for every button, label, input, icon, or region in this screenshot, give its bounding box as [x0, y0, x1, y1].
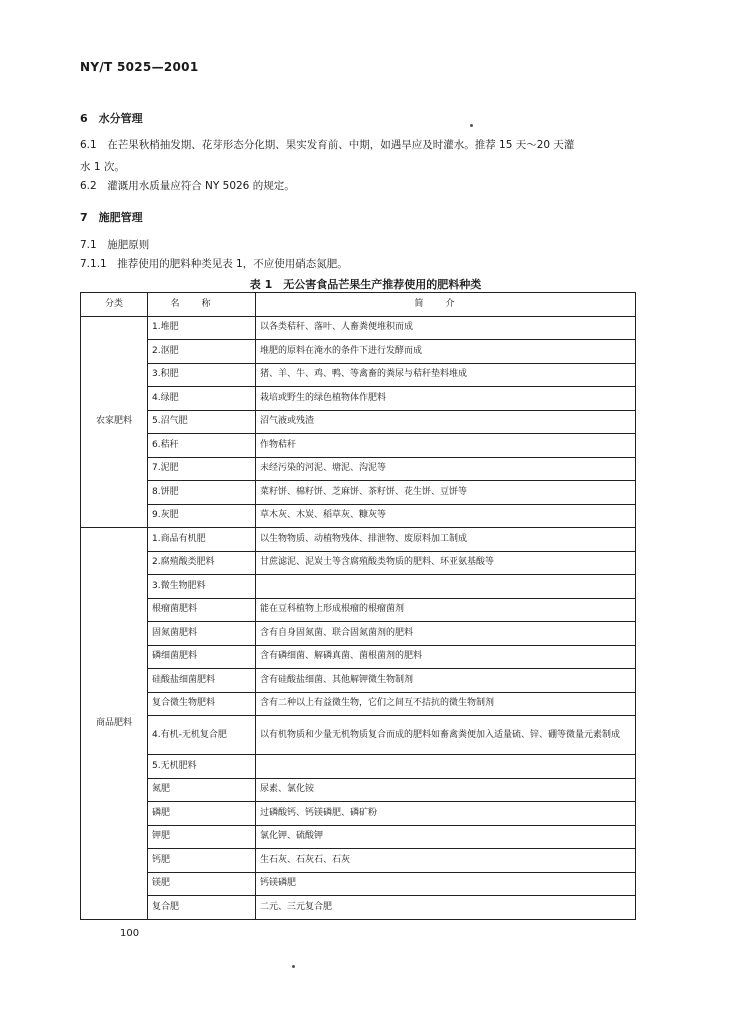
table-row	[81, 551, 636, 575]
fertilizer-intro-cell: 含有自身固氮菌、联合固氮菌剂的肥料	[256, 622, 636, 646]
standard-code: NY/T 5025—2001	[80, 60, 199, 74]
header-name: 名称	[148, 293, 256, 317]
fertilizer-name-cell: 镁肥	[148, 872, 256, 896]
scan-speck	[292, 965, 295, 968]
category-cell: 商品肥料	[81, 528, 148, 920]
fertilizer-table	[80, 292, 636, 920]
table-row	[81, 457, 636, 481]
fertilizer-intro-cell: 生石灰、石灰石、石灰	[256, 849, 636, 873]
category-cell: 农家肥料	[81, 316, 148, 528]
table-row	[81, 716, 636, 755]
table-header-row	[81, 293, 636, 317]
section-7-title: 7 施肥管理	[80, 211, 143, 224]
fertilizer-intro-cell: 过磷酸钙、钙镁磷肥、磷矿粉	[256, 802, 636, 826]
table-row	[81, 387, 636, 411]
fertilizer-name-cell: 1.商品有机肥	[148, 528, 256, 552]
fertilizer-intro-cell: 以生物物质、动植物残体、排泄物、废原料加工制成	[256, 528, 636, 552]
fertilizer-name-cell: 3.积肥	[148, 363, 256, 387]
section-6-title: 6 水分管理	[80, 112, 143, 125]
fertilizer-name-cell: 1.堆肥	[148, 316, 256, 340]
fertilizer-intro-cell: 作物秸秆	[256, 434, 636, 458]
table-row	[81, 692, 636, 716]
fertilizer-intro-cell: 能在豆科植物上形成根瘤的根瘤菌剂	[256, 598, 636, 622]
section-6-1-line1: 6.1 在芒果秋梢抽发期、花芽形态分化期、果实发育前、中期，如遇旱应及时灌水。推荐 15 天～20 天灌	[80, 139, 575, 151]
fertilizer-intro-cell: 以有机物质和少量无机物质复合而成的肥料如畜禽粪便加入适量硫、锌、硼等微量元素制成	[256, 716, 636, 755]
fertilizer-name-cell: 6.秸秆	[148, 434, 256, 458]
table-caption: 表 1 无公害食品芒果生产推荐使用的肥料种类	[249, 278, 482, 291]
fertilizer-name-cell: 2.沤肥	[148, 340, 256, 364]
fertilizer-intro-cell: 草木灰、木炭、稻草灰、糠灰等	[256, 504, 636, 528]
table-row	[81, 316, 636, 340]
fertilizer-intro-cell: 尿素、氯化铵	[256, 778, 636, 802]
table-row	[81, 802, 636, 826]
table-row	[81, 778, 636, 802]
table-row	[81, 755, 636, 779]
section-6-2: 6.2 灌溉用水质量应符合 NY 5026 的规定。	[80, 180, 295, 192]
fertilizer-name-cell: 氮肥	[148, 778, 256, 802]
fertilizer-name-cell: 2.腐殖酸类肥料	[148, 551, 256, 575]
fertilizer-intro-cell: 氯化钾、硫酸钾	[256, 825, 636, 849]
fertilizer-intro-cell: 猪、羊、牛、鸡、鸭、等禽畜的粪尿与秸秆垫料堆成	[256, 363, 636, 387]
fertilizer-intro-cell	[256, 755, 636, 779]
fertilizer-intro-cell: 含有硅酸盐细菌、其他解钾微生物制剂	[256, 669, 636, 693]
scan-speck	[470, 124, 473, 127]
section-6-1-line2: 水 1 次。	[80, 161, 125, 173]
section-7-1-1: 7.1.1 推荐使用的肥料种类见表 1，不应使用硝态氮肥。	[80, 258, 348, 270]
table-row	[81, 669, 636, 693]
fertilizer-name-cell: 磷细菌肥料	[148, 645, 256, 669]
table-row	[81, 598, 636, 622]
fertilizer-name-cell: 5.无机肥料	[148, 755, 256, 779]
fertilizer-name-cell: 复合肥	[148, 896, 256, 920]
fertilizer-name-cell: 固氮菌肥料	[148, 622, 256, 646]
fertilizer-intro-cell: 栽培或野生的绿色植物体作肥料	[256, 387, 636, 411]
fertilizer-intro-cell: 钙镁磷肥	[256, 872, 636, 896]
fertilizer-intro-cell: 以各类秸秆、落叶、人畜粪便堆积而成	[256, 316, 636, 340]
page-number: 100	[120, 928, 140, 939]
header-category: 分类	[81, 293, 148, 317]
table-row	[81, 410, 636, 434]
fertilizer-name-cell: 7.泥肥	[148, 457, 256, 481]
header-intro: 简介	[256, 293, 636, 317]
table-row	[81, 481, 636, 505]
fertilizer-intro-cell: 二元、三元复合肥	[256, 896, 636, 920]
fertilizer-name-cell: 钙肥	[148, 849, 256, 873]
fertilizer-name-cell: 5.沼气肥	[148, 410, 256, 434]
fertilizer-name-cell: 3.微生物肥料	[148, 575, 256, 599]
fertilizer-name-cell: 硅酸盐细菌肥料	[148, 669, 256, 693]
table-row	[81, 645, 636, 669]
table-row	[81, 872, 636, 896]
fertilizer-intro-cell: 未经污染的河泥、塘泥、沟泥等	[256, 457, 636, 481]
fertilizer-name-cell: 复合微生物肥料	[148, 692, 256, 716]
table-row	[81, 825, 636, 849]
table-row	[81, 575, 636, 599]
section-7-1: 7.1 施肥原则	[80, 239, 150, 251]
table-row	[81, 434, 636, 458]
table-row	[81, 504, 636, 528]
fertilizer-name-cell: 钾肥	[148, 825, 256, 849]
table-row	[81, 849, 636, 873]
fertilizer-name-cell: 4.有机-无机复合肥	[148, 716, 256, 755]
fertilizer-intro-cell: 甘蔗滤泥、泥炭土等含腐殖酸类物质的肥料、环亚氨基酸等	[256, 551, 636, 575]
fertilizer-intro-cell: 含有磷细菌、解磷真菌、菌根菌剂的肥料	[256, 645, 636, 669]
fertilizer-name-cell: 8.饼肥	[148, 481, 256, 505]
table-row	[81, 340, 636, 364]
fertilizer-name-cell: 4.绿肥	[148, 387, 256, 411]
fertilizer-name-cell: 根瘤菌肥料	[148, 598, 256, 622]
fertilizer-intro-cell: 堆肥的原料在淹水的条件下进行发酵而成	[256, 340, 636, 364]
fertilizer-intro-cell: 沼气液或残渣	[256, 410, 636, 434]
table-row	[81, 528, 636, 552]
fertilizer-intro-cell: 含有二种以上有益微生物，它们之间互不拮抗的微生物制剂	[256, 692, 636, 716]
table-row	[81, 622, 636, 646]
table-body	[81, 316, 636, 919]
fertilizer-intro-cell	[256, 575, 636, 599]
table-row	[81, 363, 636, 387]
fertilizer-intro-cell: 菜籽饼、棉籽饼、芝麻饼、茶籽饼、花生饼、豆饼等	[256, 481, 636, 505]
table-row	[81, 896, 636, 920]
fertilizer-name-cell: 磷肥	[148, 802, 256, 826]
fertilizer-name-cell: 9.灰肥	[148, 504, 256, 528]
